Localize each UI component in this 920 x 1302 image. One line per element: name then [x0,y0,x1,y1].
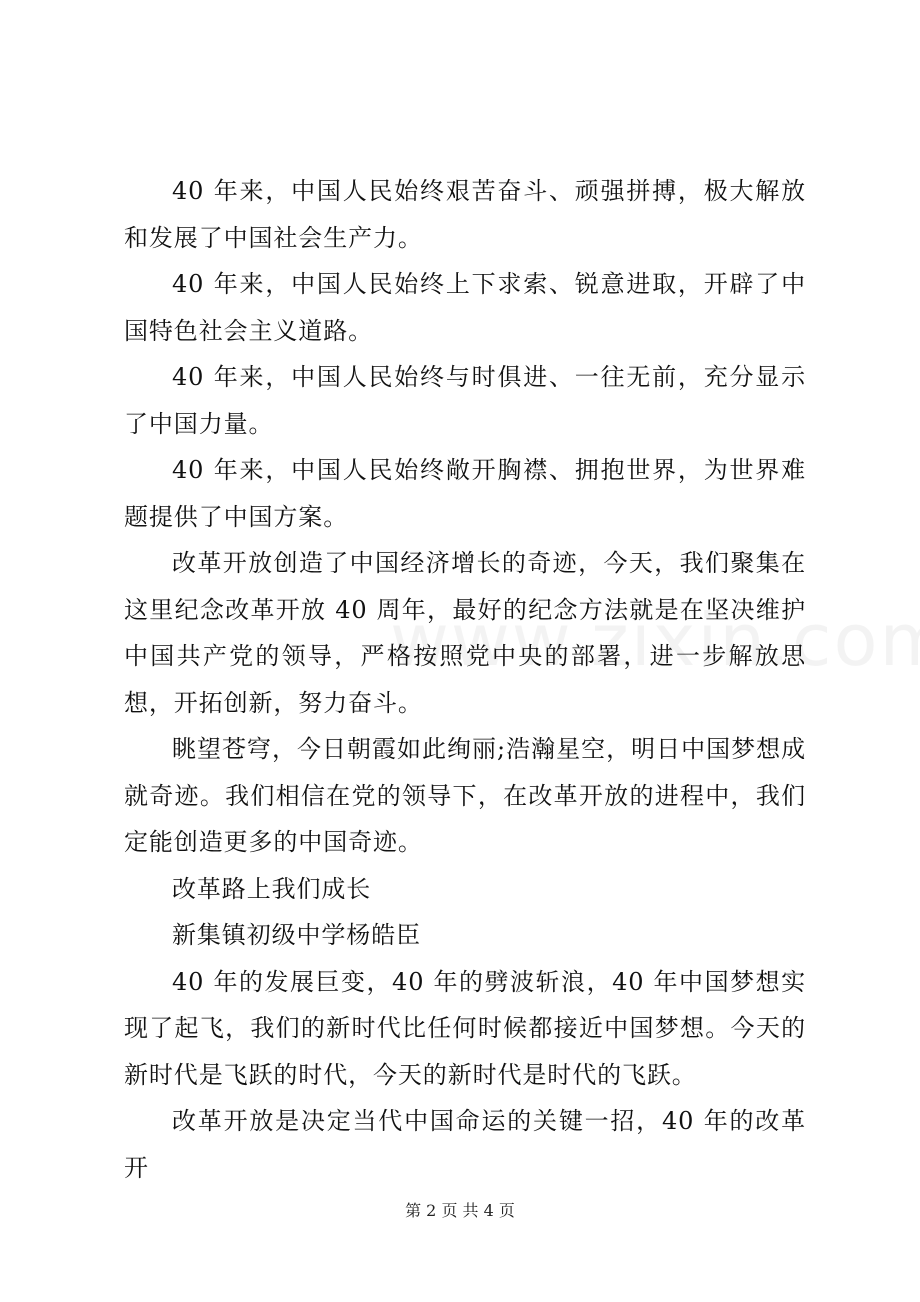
paragraph: 改革开放是决定当代中国命运的关键一招，40 年的改革开 [124,1107,806,1182]
paragraph: 40 年的发展巨变，40 年的劈波斩浪，40 年中国梦想实现了起飞，我们的新时代比任何时候都接近中国梦想。今天的新时代是飞跃的时代，今天的新时代是时代的飞跃。 [124,967,806,1089]
document-body [124,168,806,1191]
paragraph: 眺望苍穹，今日朝霞如此绚丽;浩瀚星空，明日中国梦想成就奇迹。我们相信在党的领导下，在改革开放的进程中，我们定能创造更多的中国奇迹。 [124,735,806,856]
paragraph: 40 年来，中国人民始终艰苦奋斗、顽强拼搏，极大解放和发展了中国社会生产力。 [124,177,806,252]
paragraph: 40 年来，中国人民始终上下求索、锐意进取，开辟了中国特色社会主义道路。 [124,270,806,345]
paragraph: 改革开放创造了中国经济增长的奇迹，今天，我们聚集在这里纪念改革开放 40 周年，最好的纪念方法就是在坚决维护中国共产党的领导，严格按照党中央的部署，进一步解放思想，开拓创新，努力奋斗。 [124,549,806,717]
article-title: 改革路上我们成长 [172,874,372,903]
paragraph: 40 年来，中国人民始终敞开胸襟、拥抱世界，为世界难题提供了中国方案。 [124,456,806,531]
author-line: 新集镇初级中学杨皓臣 [172,921,421,949]
page-footer: 第 2 页 共 4 页 [405,1201,515,1220]
paragraph: 40 年来，中国人民始终与时俱进、一往无前，充分显示了中国力量。 [124,363,806,438]
